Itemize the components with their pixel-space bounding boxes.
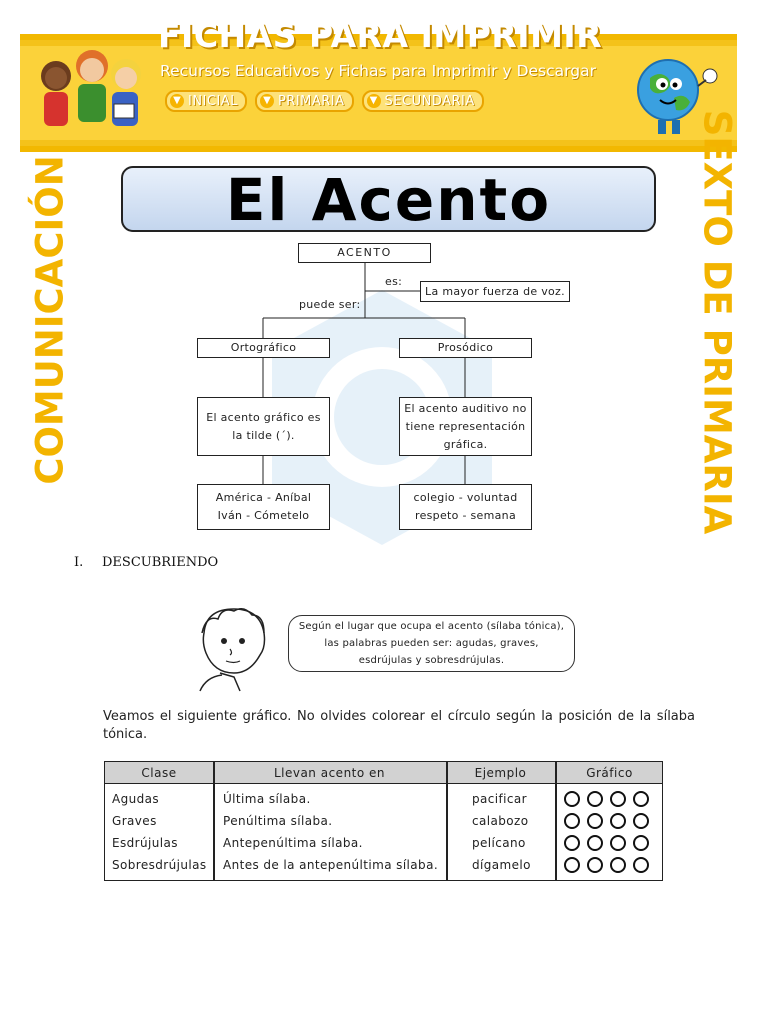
level-inicial-link[interactable] — [165, 90, 247, 112]
children-illustration-icon — [34, 44, 152, 144]
map-ortografico-examples — [197, 484, 330, 530]
syllable-circle[interactable] — [610, 813, 626, 829]
example-line: América - Aníbal — [215, 491, 312, 504]
desc-line: gráfica. — [443, 437, 488, 451]
example-line: Iván - Cómetelo — [217, 509, 310, 522]
syllable-circle[interactable] — [564, 813, 580, 829]
map-es-label: es: — [385, 275, 403, 288]
cell-clase: Graves — [112, 814, 157, 828]
desc-line: tiene representación — [405, 419, 526, 433]
syllable-circles — [564, 835, 649, 851]
worksheet-title-box — [121, 166, 656, 232]
example-line: colegio - voluntad — [413, 491, 518, 504]
bubble-line: Según el lugar que ocupa el acento (sílaba tónica), — [298, 621, 565, 632]
syllable-circle[interactable] — [610, 835, 626, 851]
map-prosodico: Prosódico — [399, 338, 532, 358]
map-prosodico-desc — [399, 397, 532, 456]
map-ortografico: Ortográfico — [197, 338, 330, 358]
grade-label — [694, 109, 740, 535]
worksheet-title: El Acento — [225, 166, 552, 234]
cell-acento: Penúltima sílaba. — [223, 814, 333, 828]
site-title[interactable]: FICHAS PARA IMPRIMIR — [158, 16, 603, 55]
level-label: INICIAL — [188, 93, 238, 109]
section-title: DESCUBRIENDO — [102, 555, 219, 570]
cell-ejemplo: dígamelo — [472, 858, 531, 872]
subject-text: COMUNICACIÓN — [28, 155, 72, 485]
syllable-circles — [564, 813, 649, 829]
bubble-line: esdrújulas y sobresdrújulas. — [358, 655, 505, 666]
cell-ejemplo: calabozo — [472, 814, 529, 828]
cell-clase: Esdrújulas — [112, 836, 178, 850]
syllable-circle[interactable] — [564, 857, 580, 873]
cell-ejemplo: pacificar — [472, 792, 527, 806]
cell-acento: Antepenúltima sílaba. — [223, 836, 363, 850]
syllable-circle[interactable] — [633, 791, 649, 807]
header-ejemplo: Ejemplo — [474, 766, 527, 780]
syllable-circle[interactable] — [633, 813, 649, 829]
syllable-circle[interactable] — [564, 791, 580, 807]
accent-table — [104, 761, 663, 881]
syllable-circle[interactable] — [587, 835, 603, 851]
level-nav — [165, 90, 484, 112]
example-line: respeto - semana — [414, 509, 516, 522]
map-root: ACENTO — [298, 243, 431, 263]
desc-line: la tilde (´). — [232, 428, 295, 442]
chevron-down-icon: ▼ — [367, 94, 381, 108]
cell-clase: Agudas — [112, 792, 160, 806]
map-prosodico-examples — [399, 484, 532, 530]
level-primaria-link[interactable] — [255, 90, 354, 112]
chevron-down-icon: ▼ — [170, 94, 184, 108]
level-label: PRIMARIA — [277, 93, 345, 109]
thinking-boy-icon — [190, 603, 280, 693]
syllable-circle[interactable] — [587, 857, 603, 873]
syllable-circle[interactable] — [564, 835, 580, 851]
syllable-circle[interactable] — [633, 835, 649, 851]
syllable-circles — [564, 791, 649, 807]
cell-ejemplo: pelícano — [472, 836, 526, 850]
header-grafico: Gráfico — [586, 766, 633, 780]
site-subtitle: Recursos Educativos y Fichas para Imprimir y Descargar — [160, 62, 596, 80]
syllable-circle[interactable] — [587, 791, 603, 807]
bubble-line: las palabras pueden ser: agudas, graves, — [324, 638, 539, 649]
section-number: I. — [74, 555, 84, 570]
map-definition: La mayor fuerza de voz. — [420, 281, 570, 302]
grade-text: SEXTO DE PRIMARIA — [695, 109, 739, 535]
desc-line: El acento auditivo no — [404, 401, 527, 415]
instructions-text: Veamos el siguiente gráfico. No olvides colorear el círculo según la posición de la sílaba tónica. — [103, 709, 695, 742]
speech-bubble — [288, 615, 575, 672]
header-acento: Llevan acento en — [273, 766, 386, 780]
syllable-circle[interactable] — [610, 857, 626, 873]
syllable-circles — [564, 857, 649, 873]
subject-label — [28, 155, 72, 485]
header-clase: Clase — [141, 766, 177, 780]
desc-line: El acento gráfico es — [206, 410, 321, 424]
section-heading — [74, 555, 218, 570]
syllable-circle[interactable] — [633, 857, 649, 873]
map-ortografico-desc — [197, 397, 330, 456]
level-label: SECUNDARIA — [384, 93, 475, 109]
syllable-circle[interactable] — [610, 791, 626, 807]
level-secundaria-link[interactable] — [362, 90, 484, 112]
syllable-circle[interactable] — [587, 813, 603, 829]
cell-clase: Sobresdrújulas — [112, 858, 207, 872]
cell-acento: Última sílaba. — [223, 792, 311, 806]
cell-acento: Antes de la antepenúltima sílaba. — [223, 858, 439, 872]
chevron-down-icon: ▼ — [260, 94, 274, 108]
map-puede-ser-label: puede ser: — [299, 298, 361, 311]
